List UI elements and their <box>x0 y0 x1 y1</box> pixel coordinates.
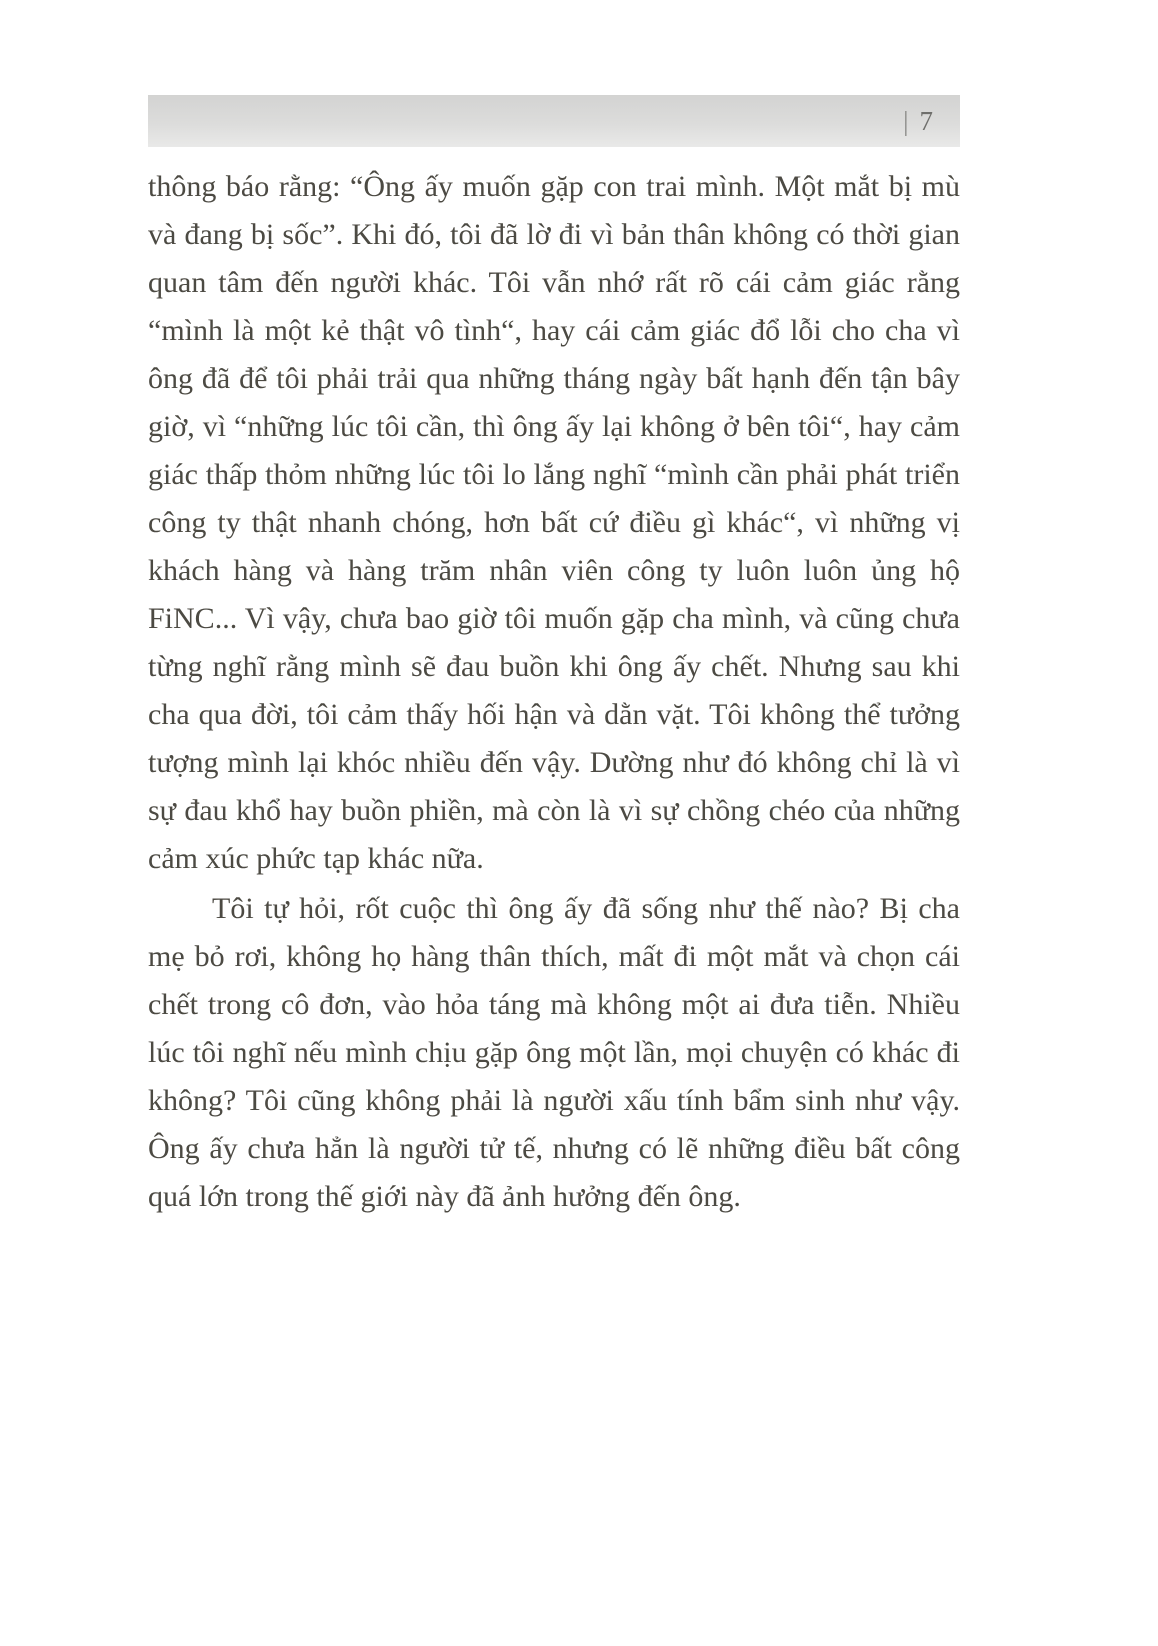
page-header-bar <box>148 95 960 147</box>
body-text <box>148 163 960 1221</box>
page-number <box>903 106 934 137</box>
page-number-separator: | <box>903 105 910 136</box>
paragraph: Tôi tự hỏi, rốt cuộc thì ông ấy đã sống như thế nào? Bị cha mẹ bỏ rơi, không họ hàng thân thích, mất đi một mắt và chọn cái chết trong cô đơn, vào hỏa táng mà không một ai đưa tiễn. Nhiều lúc tôi nghĩ nếu mình chịu gặp ông một lần, mọi chuyện có khác đi không? Tôi cũng không phải là người xấu tính bẩm sinh như vậy. Ông ấy chưa hẳn là người tử tế, nhưng có lẽ những điều bất công quá lớn trong thế giới này đã ảnh hưởng đến ông. <box>148 892 960 1213</box>
page-number-value: 7 <box>919 105 934 136</box>
paragraph: thông báo rằng: “Ông ấy muốn gặp con trai mình. Một mắt bị mù và đang bị sốc”. Khi đó, tôi đã lờ đi vì bản thân không có thời gian quan tâm đến người khác. Tôi vẫn nhớ rất rõ cái cảm giác rằng “mình là một kẻ thật vô tình“, hay cái cảm giác đổ lỗi cho cha vì ông đã để tôi phải trải qua những tháng ngày bất hạnh đến tận bây giờ, vì “những lúc tôi cần, thì ông ấy lại không ở bên tôi“, hay cảm giác thấp thỏm những lúc tôi lo lắng nghĩ “mình cần phải phát triển công ty thật nhanh chóng, hơn bất cứ điều gì khác“, vì những vị khách hàng và hàng trăm nhân viên công ty luôn luôn ủng hộ FiNC... Vì vậy, chưa bao giờ tôi muốn gặp cha mình, và cũng chưa từng nghĩ rằng mình sẽ đau buồn khi ông ấy chết. Nhưng sau khi cha qua đời, tôi cảm thấy hối hận và dằn vặt. Tôi không thể tưởng tượng mình lại khóc nhiều đến vậy. Dường như đó không chỉ là vì sự đau khổ hay buồn phiền, mà còn là vì sự chồng chéo của những cảm xúc phức tạp khác nữa. <box>148 170 960 875</box>
